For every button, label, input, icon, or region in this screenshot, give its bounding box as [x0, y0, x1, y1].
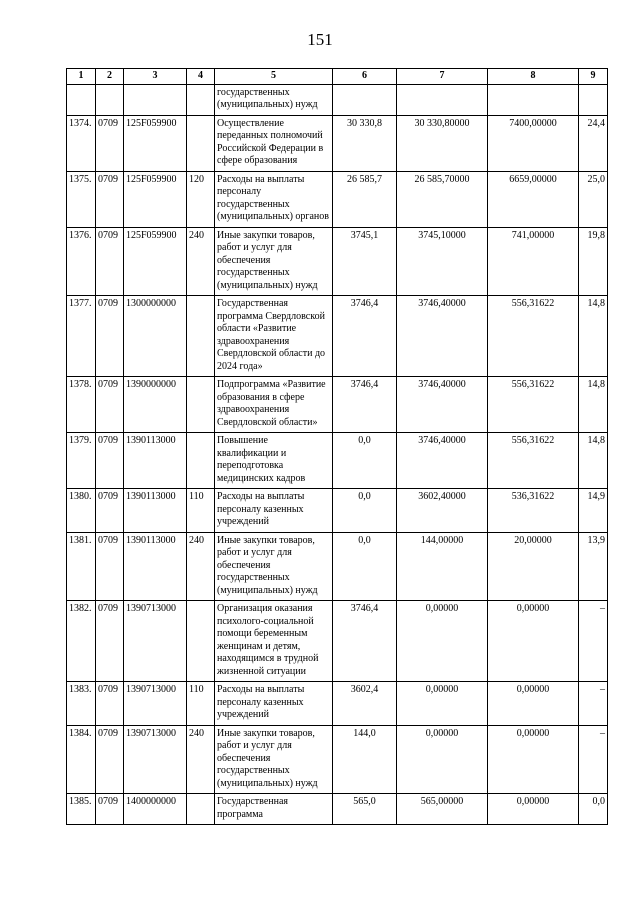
column-header: 7: [397, 69, 488, 85]
executed-amount-cell: 0,00000: [488, 682, 579, 726]
budget-amount-cell: 0,00000: [397, 601, 488, 682]
executed-amount-cell: 741,00000: [488, 227, 579, 296]
budget-amount-cell: 0,00000: [397, 682, 488, 726]
section-code-cell: 0709: [96, 794, 124, 825]
expense-type-cell: 120: [187, 171, 215, 227]
budget-amount-cell: [397, 84, 488, 115]
expense-type-cell: [187, 377, 215, 433]
target-code-cell: 1300000000: [124, 296, 187, 377]
expense-type-cell: [187, 84, 215, 115]
table-body: [67, 84, 608, 825]
budget-amount-cell: 3746,40000: [397, 433, 488, 489]
table-row: [67, 532, 608, 601]
executed-amount-cell: 556,31622: [488, 296, 579, 377]
table-row: [67, 171, 608, 227]
budget-amount-cell: 3746,40000: [397, 377, 488, 433]
percent-cell: –: [579, 682, 608, 726]
executed-amount-cell: 0,00000: [488, 725, 579, 794]
expense-type-cell: [187, 433, 215, 489]
expense-type-cell: 240: [187, 532, 215, 601]
table-row: [67, 84, 608, 115]
approved-amount-cell: 3745,1: [333, 227, 397, 296]
table-row: [67, 725, 608, 794]
description-cell: Расходы на выплаты персоналу казенных учреждений: [215, 489, 333, 533]
table-row: [67, 794, 608, 825]
target-code-cell: 1390000000: [124, 377, 187, 433]
budget-amount-cell: 3746,40000: [397, 296, 488, 377]
approved-amount-cell: 30 330,8: [333, 115, 397, 171]
description-cell: Расходы на выплаты персоналу государственных (муниципальных) органов: [215, 171, 333, 227]
approved-amount-cell: [333, 84, 397, 115]
approved-amount-cell: 144,0: [333, 725, 397, 794]
executed-amount-cell: [488, 84, 579, 115]
percent-cell: 13,9: [579, 532, 608, 601]
percent-cell: 14,8: [579, 433, 608, 489]
page-number: 151: [307, 30, 333, 49]
approved-amount-cell: 3746,4: [333, 601, 397, 682]
section-code-cell: 0709: [96, 171, 124, 227]
column-header: 1: [67, 69, 96, 85]
approved-amount-cell: 0,0: [333, 489, 397, 533]
row-number-cell: 1378.: [67, 377, 96, 433]
row-number-cell: 1374.: [67, 115, 96, 171]
approved-amount-cell: 3602,4: [333, 682, 397, 726]
section-code-cell: 0709: [96, 296, 124, 377]
target-code-cell: 125F059900: [124, 115, 187, 171]
expense-type-cell: 240: [187, 227, 215, 296]
executed-amount-cell: 0,00000: [488, 601, 579, 682]
percent-cell: –: [579, 725, 608, 794]
row-number-cell: [67, 84, 96, 115]
percent-cell: 14,8: [579, 296, 608, 377]
row-number-cell: 1379.: [67, 433, 96, 489]
row-number-cell: 1375.: [67, 171, 96, 227]
description-cell: Расходы на выплаты персоналу казенных учреждений: [215, 682, 333, 726]
row-number-cell: 1384.: [67, 725, 96, 794]
section-code-cell: 0709: [96, 377, 124, 433]
target-code-cell: 1390713000: [124, 601, 187, 682]
section-code-cell: 0709: [96, 115, 124, 171]
section-code-cell: 0709: [96, 433, 124, 489]
target-code-cell: 1390113000: [124, 532, 187, 601]
expense-type-cell: 110: [187, 682, 215, 726]
approved-amount-cell: 0,0: [333, 532, 397, 601]
executed-amount-cell: 536,31622: [488, 489, 579, 533]
description-cell: Иные закупки товаров, работ и услуг для обеспечения государственных (муниципальных) нужд: [215, 725, 333, 794]
table-row: [67, 227, 608, 296]
section-code-cell: 0709: [96, 227, 124, 296]
approved-amount-cell: 3746,4: [333, 377, 397, 433]
expense-type-cell: [187, 794, 215, 825]
table-row: [67, 115, 608, 171]
row-number-cell: 1381.: [67, 532, 96, 601]
percent-cell: –: [579, 601, 608, 682]
description-cell: Подпрограмма «Развитие образования в сфере здравоохранения Свердловской области»: [215, 377, 333, 433]
percent-cell: 19,8: [579, 227, 608, 296]
row-number-cell: 1385.: [67, 794, 96, 825]
table-row: [67, 433, 608, 489]
description-cell: государственных (муниципальных) нужд: [215, 84, 333, 115]
column-header: 8: [488, 69, 579, 85]
column-header: 9: [579, 69, 608, 85]
expense-type-cell: [187, 601, 215, 682]
budget-amount-cell: 3602,40000: [397, 489, 488, 533]
target-code-cell: 1390113000: [124, 489, 187, 533]
column-header: 6: [333, 69, 397, 85]
percent-cell: 14,8: [579, 377, 608, 433]
executed-amount-cell: 0,00000: [488, 794, 579, 825]
executed-amount-cell: 556,31622: [488, 377, 579, 433]
percent-cell: 24,4: [579, 115, 608, 171]
budget-amount-cell: 0,00000: [397, 725, 488, 794]
description-cell: Иные закупки товаров, работ и услуг для обеспечения государственных (муниципальных) нужд: [215, 532, 333, 601]
section-code-cell: [96, 84, 124, 115]
table-row: [67, 601, 608, 682]
executed-amount-cell: 20,00000: [488, 532, 579, 601]
budget-table: [66, 68, 608, 825]
budget-amount-cell: 3745,10000: [397, 227, 488, 296]
section-code-cell: 0709: [96, 601, 124, 682]
approved-amount-cell: 26 585,7: [333, 171, 397, 227]
column-header: 4: [187, 69, 215, 85]
row-number-cell: 1380.: [67, 489, 96, 533]
expense-type-cell: 110: [187, 489, 215, 533]
executed-amount-cell: 6659,00000: [488, 171, 579, 227]
expense-type-cell: 240: [187, 725, 215, 794]
description-cell: Государственная программа: [215, 794, 333, 825]
target-code-cell: [124, 84, 187, 115]
expense-type-cell: [187, 296, 215, 377]
row-number-cell: 1377.: [67, 296, 96, 377]
table-row: [67, 377, 608, 433]
row-number-cell: 1382.: [67, 601, 96, 682]
description-cell: Повышение квалификации и переподготовка медицинских кадров: [215, 433, 333, 489]
approved-amount-cell: 565,0: [333, 794, 397, 825]
table-row: [67, 296, 608, 377]
percent-cell: 0,0: [579, 794, 608, 825]
table-header-row: [67, 69, 608, 85]
target-code-cell: 1390713000: [124, 725, 187, 794]
approved-amount-cell: 0,0: [333, 433, 397, 489]
budget-amount-cell: 26 585,70000: [397, 171, 488, 227]
executed-amount-cell: 7400,00000: [488, 115, 579, 171]
budget-amount-cell: 565,00000: [397, 794, 488, 825]
approved-amount-cell: 3746,4: [333, 296, 397, 377]
section-code-cell: 0709: [96, 532, 124, 601]
description-cell: Организация оказания психолого-социальной помощи беременным женщинам и детям, находящимся в трудной жизненной ситуации: [215, 601, 333, 682]
description-cell: Государственная программа Свердловской области «Развитие здравоохранения Свердловской области до 2024 года»: [215, 296, 333, 377]
section-code-cell: 0709: [96, 682, 124, 726]
target-code-cell: 1390113000: [124, 433, 187, 489]
section-code-cell: 0709: [96, 489, 124, 533]
percent-cell: [579, 84, 608, 115]
section-code-cell: 0709: [96, 725, 124, 794]
target-code-cell: 125F059900: [124, 227, 187, 296]
executed-amount-cell: 556,31622: [488, 433, 579, 489]
budget-amount-cell: 144,00000: [397, 532, 488, 601]
row-number-cell: 1383.: [67, 682, 96, 726]
target-code-cell: 125F059900: [124, 171, 187, 227]
percent-cell: 14,9: [579, 489, 608, 533]
budget-amount-cell: 30 330,80000: [397, 115, 488, 171]
table-row: [67, 489, 608, 533]
description-cell: Осуществление переданных полномочий Российской Федерации в сфере образования: [215, 115, 333, 171]
column-header: 5: [215, 69, 333, 85]
target-code-cell: 1390713000: [124, 682, 187, 726]
description-cell: Иные закупки товаров, работ и услуг для обеспечения государственных (муниципальных) нужд: [215, 227, 333, 296]
expense-type-cell: [187, 115, 215, 171]
target-code-cell: 1400000000: [124, 794, 187, 825]
column-header: 3: [124, 69, 187, 85]
row-number-cell: 1376.: [67, 227, 96, 296]
table-row: [67, 682, 608, 726]
column-header: 2: [96, 69, 124, 85]
percent-cell: 25,0: [579, 171, 608, 227]
